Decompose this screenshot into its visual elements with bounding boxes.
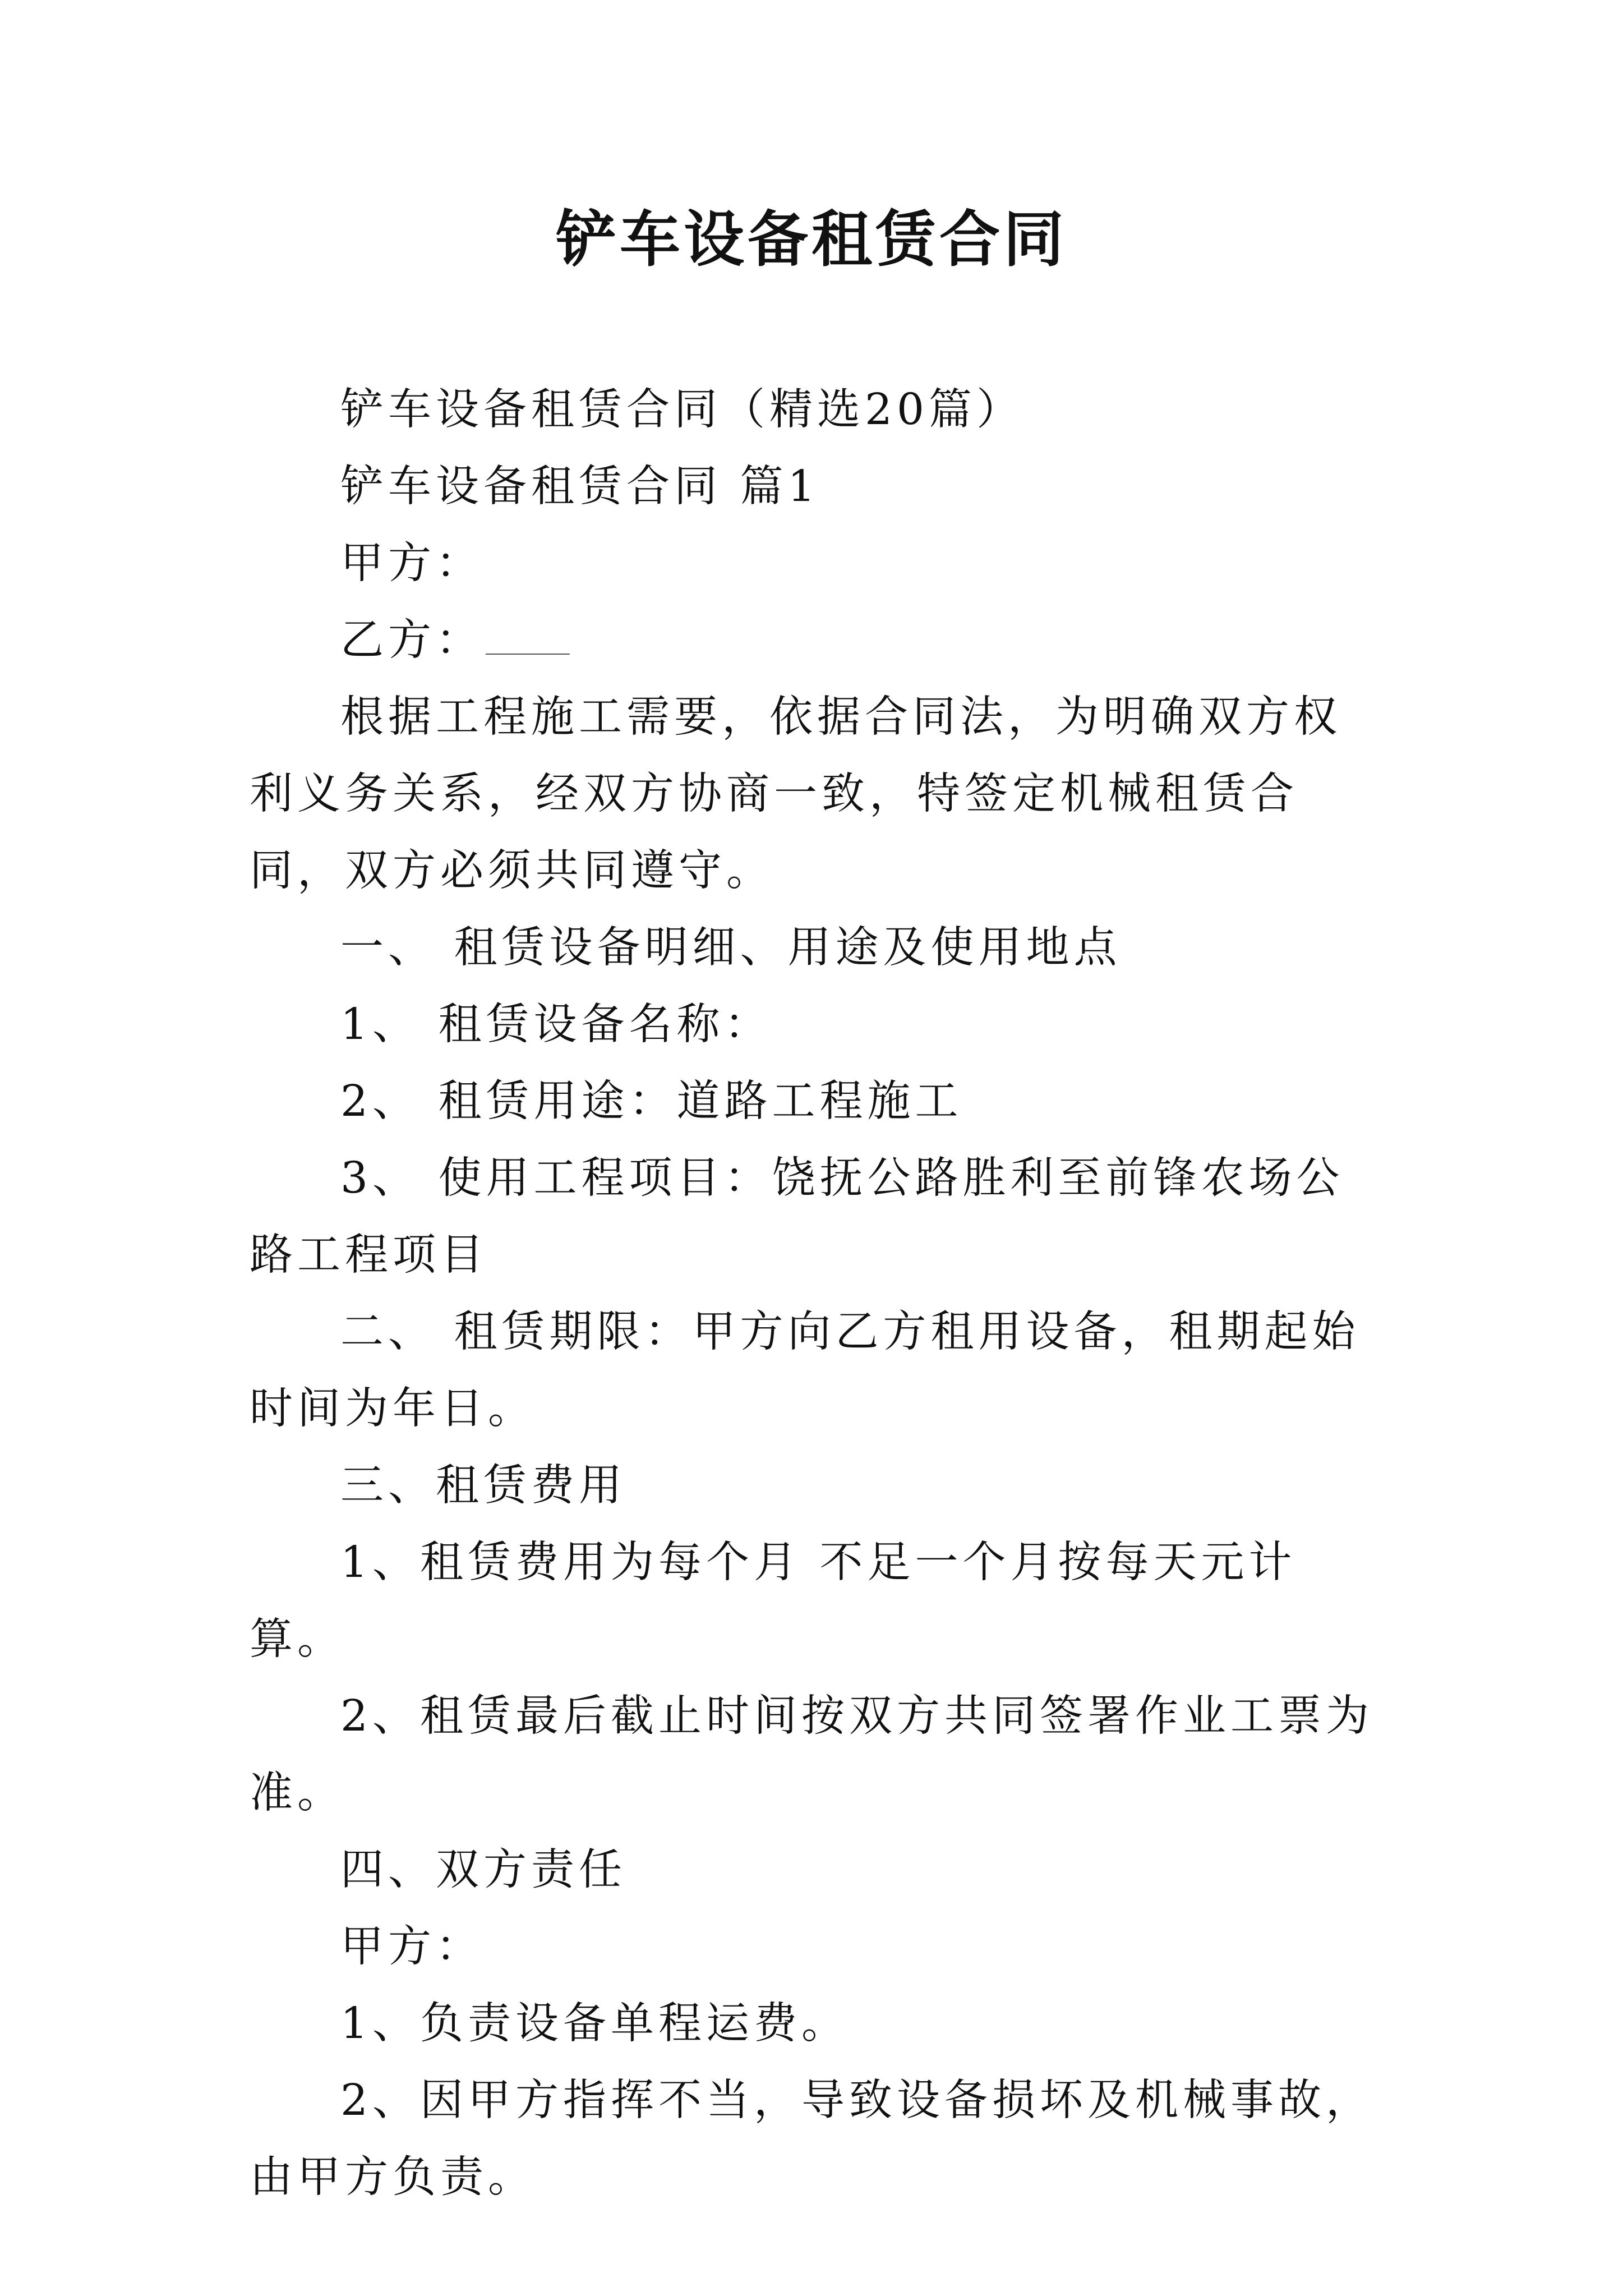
paragraph-item: 1、负责设备单程运费。 xyxy=(340,1999,849,2049)
paragraph-item: 2、 租赁用途：道路工程施工 xyxy=(340,1076,963,1126)
paragraph-party-b xyxy=(250,602,1388,679)
paragraph-collection-heading: 铲车设备租赁合同（精选20篇） xyxy=(340,385,1024,435)
paragraph-item: 3、 使用工程项目：饶抚公路胜利至前锋农场公路工程项目 xyxy=(250,1153,1344,1280)
paragraph-item: 2、租赁最后截止时间按双方共同签署作业工票为准。 xyxy=(250,1691,1373,1818)
paragraph-clause-3: 三、租赁费用 xyxy=(340,1461,626,1511)
paragraph-clause-4: 四、双方责任 xyxy=(340,1845,626,1895)
paragraph-clause-1: 一、 租赁设备明细、用途及使用地点 xyxy=(340,923,1122,973)
paragraph-preamble: 根据工程施工需要，依据合同法，为明确双方权利义务关系，经双方协商一致，特签定机械租赁合同，双方必须共同遵守。 xyxy=(250,692,1341,896)
paragraph-party-a: 甲方： xyxy=(340,539,483,588)
party-b-label: 乙方： xyxy=(340,615,483,665)
paragraph-party-a-duties: 甲方： xyxy=(340,1922,483,1972)
document-title: 铲车设备租赁合同 xyxy=(555,204,1067,275)
document-body xyxy=(250,371,1388,2216)
paragraph-clause-2: 二、 租赁期限：甲方向乙方租用设备，租期起始时间为年日。 xyxy=(250,1307,1360,1434)
paragraph-section-heading: 铲车设备租赁合同 篇1 xyxy=(340,462,820,512)
paragraph-item: 2、因甲方指挥不当，导致设备损坏及机械事故，由甲方负责。 xyxy=(250,2076,1373,2202)
paragraph-item: 1、 租赁设备名称： xyxy=(340,1000,772,1050)
paragraph-item: 1、租赁费用为每个月 不足一个月按每天元计算。 xyxy=(250,1538,1297,1664)
blank-line xyxy=(486,620,570,655)
